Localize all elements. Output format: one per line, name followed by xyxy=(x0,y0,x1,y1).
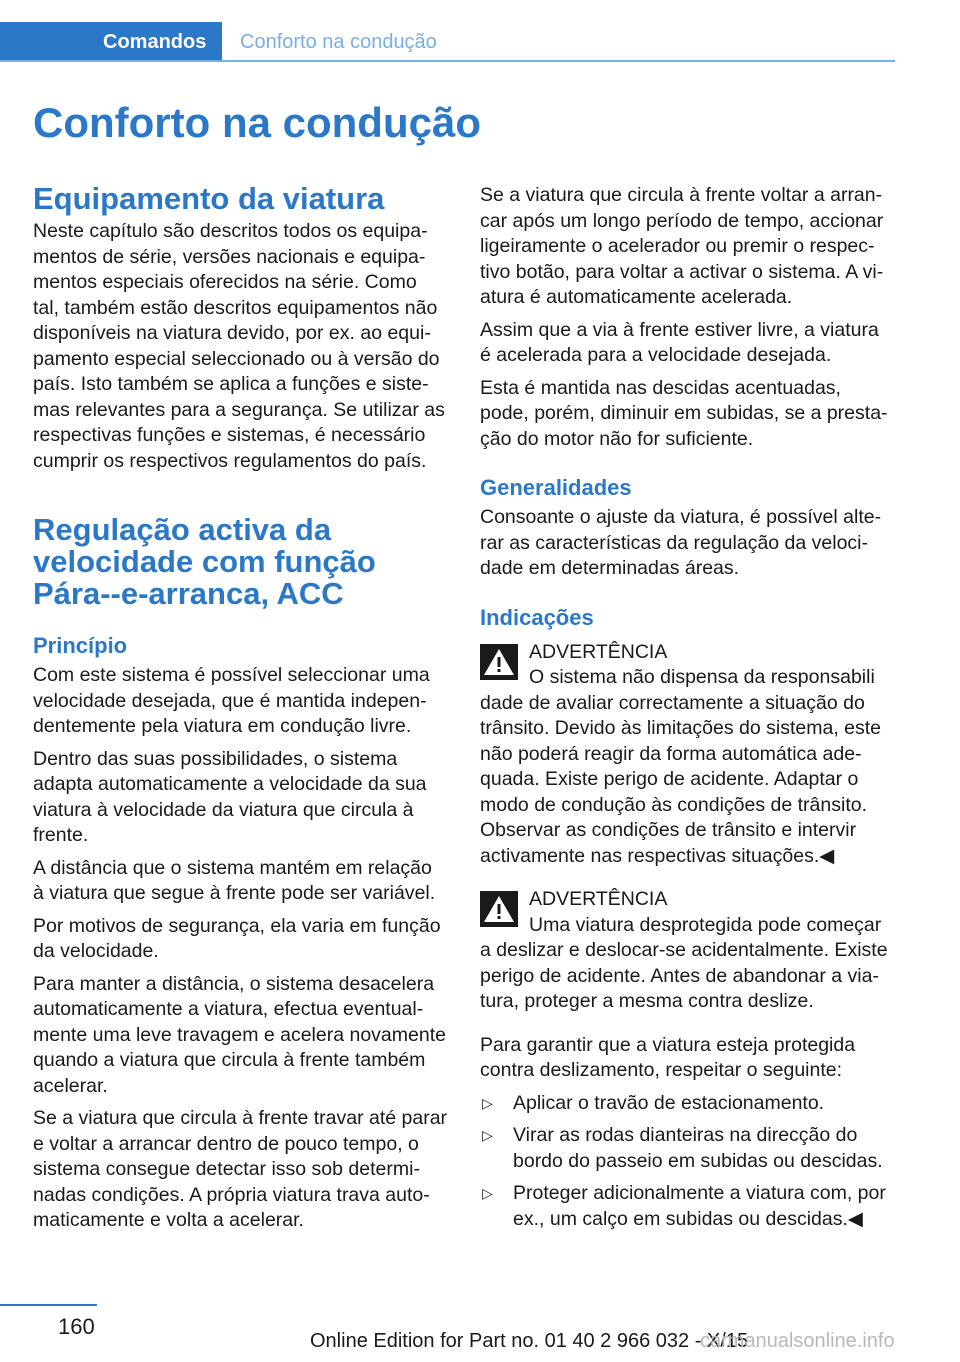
tab-underline xyxy=(0,60,895,62)
triangle-bullet-icon: ▷ xyxy=(482,1127,493,1143)
section-title-acc: Regulação activa da velocidade com função Pára--e-arranca, ACC xyxy=(33,512,376,611)
watermark: carmanualsonline.info xyxy=(700,1330,895,1352)
paragraph: Neste capítulo são descritos todos os equipamentos de série, versões nacionais e equipamentos especiais oferecidos na série. Como tal, também estão descritos equipamentos não disponíveis na viatura devido, por ex. ao equipamento especial seleccionado ou à versão do país. Isto também se aplica a funções e sistemas relevantes para a segurança. Se utilizar as respectivas funções e sistemas, é necessário cumprir os respectivos regulamentos do país. xyxy=(33,220,445,472)
paragraph: Esta é mantida nas descidas acentuadas, pode, porém, diminuir em subidas, se a prestação do motor não for suficiente. xyxy=(480,376,888,450)
paragraph: A distância que o sistema mantém em relação à viatura que segue à frente pode ser variável. xyxy=(33,856,436,904)
subsection-title-principio: Princípio xyxy=(33,633,128,658)
warning-text: dade de avaliar correctamente a situação do trânsito. Devido às limitações do sistema, este não poderá reagir da forma automática adequada. Existe perigo de acidente. Adaptar o modo de condução às condições de trânsito. Observar as condições de trânsito e intervir activamente nas respectivas situações.◀ xyxy=(480,691,882,867)
edition-footer: Online Edition for Part no. 01 40 2 966 032 - X/15 xyxy=(310,1330,749,1352)
list-item xyxy=(480,1123,895,1174)
warning-triangle-icon xyxy=(480,891,518,927)
page-number-rule xyxy=(0,1304,97,1306)
paragraph: Assim que a via à frente estiver livre, a viatura é acelerada para a velocidade desejada. xyxy=(480,318,879,366)
warning-text-first-line: Uma viatura desprotegida pode começar xyxy=(529,913,882,936)
triangle-bullet-icon: ▷ xyxy=(482,1185,493,1201)
paragraph: Se a viatura que circula à frente voltar a arrancar após um longo período de tempo, accionar ligeiramente o acelerador ou premir o respectivo botão, para voltar a activar o sistema. A viatura é automaticamente acelerada. xyxy=(480,184,884,308)
list-item-text: Proteger adicionalmente a viatura com, por ex., um calço em subidas ou descidas.◀ xyxy=(513,1182,886,1230)
warning-text-first-line: O sistema não dispensa da responsabili xyxy=(529,666,875,688)
paragraph: Dentro das suas possibilidades, o sistema adapta automaticamente a velocidade da sua viatura à velocidade da viatura que circula à frente. xyxy=(33,747,427,846)
paragraph: Se a viatura que circula à frente travar até parar e voltar a arrancar dentro de pouco tempo, o sistema consegue detectar isso sob determinadas condições. A própria viatura trava automaticamente e volta a acelerar. xyxy=(33,1107,448,1231)
subsection-title-indicacoes: Indicações xyxy=(480,604,594,630)
top-navigation-bar xyxy=(0,0,960,62)
triangle-bullet-icon: ▷ xyxy=(482,1094,493,1111)
list-item xyxy=(480,1181,895,1232)
right-column xyxy=(480,183,895,1239)
page-title: Conforto na condução xyxy=(33,99,481,146)
tab-comandos[interactable]: Comandos xyxy=(0,22,222,62)
page-number: 160 xyxy=(58,1314,95,1339)
paragraph: Por motivos de segurança, ela varia em função da velocidade. xyxy=(33,914,441,962)
warning-block xyxy=(480,640,895,870)
list-item xyxy=(480,1091,895,1117)
warning-text: a deslizar e deslocar-se acidentalmente. Existe perigo de acidente. Antes de abandonar a viatura, proteger a mesma contra deslize. xyxy=(480,939,888,1012)
warning-title: ADVERTÊNCIA xyxy=(529,888,668,910)
paragraph: Com este sistema é possível seleccionar uma velocidade desejada, que é mantida independentemente pela viatura em condução livre. xyxy=(33,664,430,737)
left-column xyxy=(33,183,448,1241)
instruction-list xyxy=(480,1091,895,1233)
subsection-title-generalidades: Generalidades xyxy=(480,475,632,500)
paragraph: Para manter a distância, o sistema desacelera automaticamente a viatura, efectua eventualmente uma leve travagem e acelera novamente quando a viatura que circula à frente também acelerar. xyxy=(33,972,446,1097)
section-title-equipamento: Equipamento da viatura xyxy=(33,181,385,216)
warning-block xyxy=(480,887,895,1015)
list-item-text: Virar as rodas dianteiras na direcção do bordo do passeio em subidas ou descidas. xyxy=(513,1124,883,1172)
paragraph: Consoante o ajuste da viatura, é possível alterar as características da regulação da velocidade em determinadas áreas. xyxy=(480,506,882,579)
paragraph: Para garantir que a viatura esteja protegida contra deslizamento, respeitar o seguinte: xyxy=(480,1033,856,1081)
warning-triangle-icon xyxy=(480,644,518,680)
tab-conforto-na-conducao[interactable]: Conforto na condução xyxy=(240,31,437,53)
warning-title: ADVERTÊNCIA xyxy=(529,640,668,663)
list-item-text: Aplicar o travão de estacionamento. xyxy=(513,1091,825,1114)
